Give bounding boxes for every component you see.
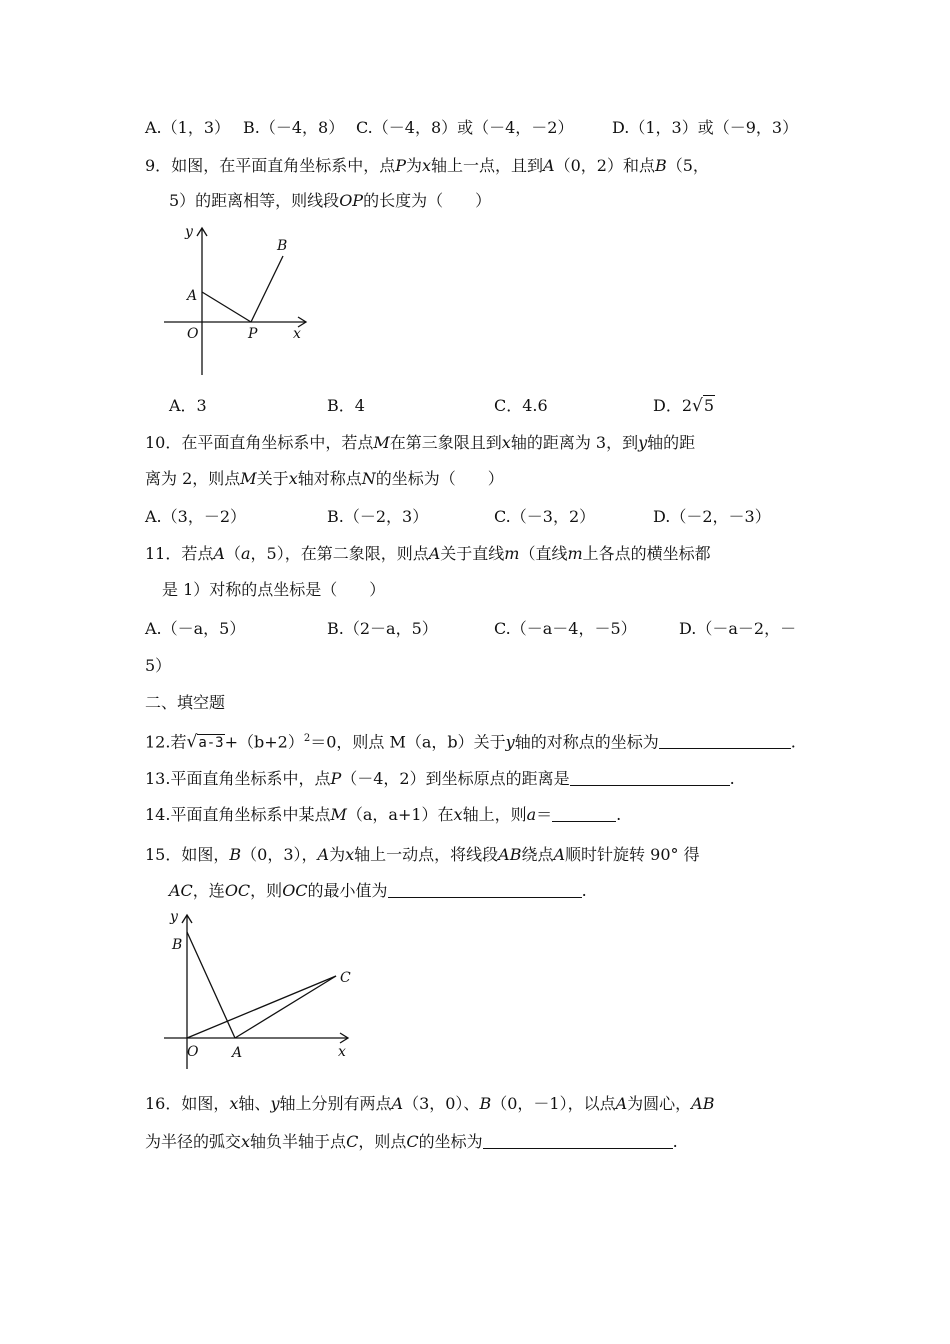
- q16-text: ，则点: [358, 1132, 407, 1151]
- q9-option-a[interactable]: A．3: [169, 396, 207, 415]
- q9-text: （0，2）和点: [554, 156, 655, 175]
- q12-answer-blank[interactable]: [659, 732, 791, 749]
- q9-segment-pb: [251, 256, 283, 322]
- q10-option-b[interactable]: B.（－2，3）: [327, 507, 429, 526]
- q13-text: （－4，2）到坐标原点的距离是: [341, 769, 570, 788]
- q16-line1: [145, 1093, 714, 1115]
- q15-line1: [145, 844, 700, 866]
- var-m: M: [330, 805, 347, 824]
- var-x: x: [345, 845, 355, 864]
- q14-text: ＝: [536, 805, 553, 824]
- var-b: B: [654, 156, 667, 175]
- q9-label-o: O: [187, 326, 199, 342]
- q10-line2: [145, 468, 504, 490]
- q11-text: （: [224, 544, 241, 563]
- q15-text: 绕点: [521, 845, 554, 864]
- q10-number: 10．: [145, 433, 182, 452]
- q16-text: 为圆心，: [627, 1094, 692, 1113]
- q15-answer-blank[interactable]: [388, 881, 582, 898]
- q9-line2: [169, 190, 491, 212]
- q9-label-b: B: [277, 238, 288, 254]
- q11-text: 若点: [181, 544, 214, 563]
- q15-segment-ba: [187, 932, 235, 1038]
- var-x: x: [241, 1132, 251, 1151]
- q9-option-c[interactable]: C．4.6: [494, 396, 548, 415]
- var-y: y: [270, 1094, 280, 1113]
- q9-text: 如图，在平面直角坐标系中，点: [171, 156, 396, 175]
- question-14: [145, 804, 621, 826]
- var-ac: AC: [169, 881, 193, 900]
- q9-text: （5，: [666, 156, 709, 175]
- var-m: M: [240, 469, 257, 488]
- q15-label-a: A: [232, 1045, 243, 1061]
- var-a: A: [391, 1094, 404, 1113]
- q16-number: 16．: [145, 1094, 182, 1113]
- q16-text: 的坐标为: [418, 1132, 483, 1151]
- q9-segment-ap: [202, 292, 251, 322]
- var-a: A: [213, 544, 225, 563]
- q15-label-c: C: [340, 970, 351, 986]
- q11-number: 11．: [145, 544, 182, 563]
- var-oc: OC: [224, 881, 251, 900]
- var-n: N: [361, 469, 376, 488]
- var-c: C: [406, 1132, 419, 1151]
- q10-text: 轴对称点: [297, 469, 362, 488]
- var-b: B: [229, 845, 242, 864]
- var-c: C: [346, 1132, 359, 1151]
- q12-text: 轴的对称点的坐标为: [514, 732, 659, 752]
- q15-text: ，连: [192, 881, 225, 900]
- q11-option-d[interactable]: D.（－a－2，－: [679, 619, 797, 638]
- var-x: x: [421, 156, 432, 175]
- var-x: x: [453, 805, 463, 824]
- var-p: P: [330, 769, 342, 788]
- q15-label-y: y: [170, 909, 178, 925]
- q11-line1: [145, 543, 711, 565]
- q14-text: 平面直角坐标系中某点: [170, 805, 331, 824]
- q11-text: （直线: [519, 544, 568, 563]
- var-a: A: [317, 845, 330, 864]
- q16-text: 轴负半轴于点: [250, 1132, 347, 1151]
- q15-line2: [169, 880, 587, 902]
- q16-text: 轴、: [238, 1094, 271, 1113]
- q14-period: .: [616, 805, 622, 824]
- q11-option-c[interactable]: C.（－a－4，－5）: [494, 619, 637, 638]
- q9-label-y: y: [185, 224, 193, 240]
- q10-text: 在平面直角坐标系中，若点: [181, 433, 374, 452]
- var-x: x: [229, 1094, 239, 1113]
- q12-text: +（b+2）: [224, 732, 304, 752]
- q10-text: 在第三象限且到: [389, 433, 502, 452]
- q16-text: 为半径的弧交: [145, 1132, 242, 1151]
- q15-text: ，则: [250, 881, 283, 900]
- q14-text: （a，a+1）在: [346, 805, 454, 824]
- q9-option-b[interactable]: B．4: [327, 396, 365, 415]
- q14-answer-blank[interactable]: [552, 805, 616, 822]
- q9-text: 的长度为（ ）: [363, 191, 492, 210]
- q11-option-b[interactable]: B.（2－a，5）: [327, 619, 438, 638]
- q8-option-a[interactable]: A.（1，3）: [145, 118, 231, 137]
- section-heading-fill-in: 二、填空题: [145, 693, 226, 712]
- q11-text: 上各点的横坐标都: [582, 544, 711, 563]
- q9-text: 轴上一点，且到: [431, 156, 544, 175]
- var-y: y: [638, 433, 648, 452]
- q9-line1: [145, 155, 709, 177]
- q9-label-a: A: [187, 288, 198, 304]
- var-m-lower: m: [567, 544, 583, 563]
- question-12: [145, 728, 796, 754]
- var-m-lower: m: [504, 544, 520, 563]
- q9-figure: [160, 220, 320, 380]
- var-ab: AB: [691, 1094, 715, 1113]
- q16-text: （3，0）、: [403, 1094, 480, 1113]
- q15-period: .: [581, 881, 587, 900]
- var-p: P: [395, 156, 406, 175]
- q13-text: 平面直角坐标系中，点: [170, 769, 331, 788]
- sqrt-symbol: √5: [692, 396, 715, 416]
- q16-period: .: [672, 1132, 678, 1151]
- q9-text: 5）的距离相等，则线段: [169, 191, 340, 210]
- q12-text: ＝0，则点 M（a，b）关于: [310, 732, 506, 752]
- q15-text: （0，3），: [241, 845, 318, 864]
- q10-option-a[interactable]: A.（3，－2）: [145, 507, 247, 526]
- q9-option-d[interactable]: [653, 395, 715, 417]
- q15-label-b: B: [172, 937, 183, 953]
- q15-label-o: O: [187, 1044, 199, 1060]
- var-a-lower: a: [240, 544, 251, 563]
- q10-text: 轴的距离为 3，到: [510, 433, 639, 452]
- var-op: OP: [339, 191, 364, 210]
- q13-period: .: [729, 769, 735, 788]
- var-x: x: [501, 433, 511, 452]
- q10-text: 轴的距: [647, 433, 696, 452]
- var-x: x: [288, 469, 298, 488]
- q9-number: 9．: [145, 156, 172, 175]
- q16-text: （0，－1），以点: [491, 1094, 616, 1113]
- question-13: [145, 768, 735, 790]
- q10-option-d[interactable]: D.（－2，－3）: [653, 507, 771, 526]
- var-a: A: [615, 1094, 628, 1113]
- var-m: M: [373, 433, 390, 452]
- q16-text: 如图，: [181, 1094, 230, 1113]
- q16-line2: [145, 1131, 678, 1153]
- q15-segment-oc: [187, 976, 336, 1038]
- q15-text: 为: [329, 845, 346, 864]
- q16-text: 轴上分别有两点: [279, 1094, 392, 1113]
- q13-number: 13.: [145, 769, 171, 788]
- q15-text: 顺时针旋转 90° 得: [565, 845, 700, 864]
- q11-text: 是 1）对称的点坐标是（ ）: [162, 580, 386, 599]
- q15-text: 的最小值为: [307, 881, 388, 900]
- q11-line2: [162, 579, 385, 601]
- q11-option-a[interactable]: A.（－a，5）: [145, 619, 246, 638]
- q15-text: 如图，: [181, 845, 230, 864]
- q10-line1: [145, 432, 695, 454]
- q9-label-p: P: [248, 326, 258, 342]
- var-ab: AB: [498, 845, 522, 864]
- var-oc: OC: [282, 881, 308, 900]
- var-a: A: [553, 845, 566, 864]
- q12-text: 若: [170, 732, 187, 752]
- q11-text: ，5），在第二象限，则点: [250, 544, 429, 563]
- q16-answer-blank[interactable]: [483, 1132, 673, 1149]
- q15-figure: [160, 905, 360, 1075]
- q9-label-x: x: [293, 326, 301, 342]
- q14-text: 轴上，则: [462, 805, 527, 824]
- q12-number: 12.: [145, 732, 171, 752]
- q10-text: 关于: [256, 469, 289, 488]
- q12-period: .: [790, 732, 796, 752]
- sqrt-radicand: 5: [703, 396, 715, 415]
- q8-option-d[interactable]: D.（1，3）或（－9，3）: [612, 118, 799, 137]
- q15-text: 轴上一动点，将线段: [354, 845, 499, 864]
- q8-option-b[interactable]: B.（－4，8）: [243, 118, 345, 137]
- q15-label-x: x: [338, 1044, 346, 1060]
- q11-option-d-cont: 5）: [145, 656, 172, 675]
- sqrt-symbol: √a-3: [186, 732, 224, 753]
- q9-option-d-text: D．2: [653, 396, 693, 415]
- q10-text: 的坐标为（ ）: [375, 469, 504, 488]
- var-b: B: [479, 1094, 492, 1113]
- q9-text: 为: [405, 156, 422, 175]
- q15-segment-ac: [235, 976, 336, 1038]
- q12-exponent: 2: [303, 733, 311, 744]
- sqrt-radicand: a-3: [198, 735, 224, 752]
- q14-number: 14.: [145, 805, 171, 824]
- q8-option-c[interactable]: C.（－4，8）或（－4，－2）: [356, 118, 574, 137]
- q13-answer-blank[interactable]: [570, 769, 730, 786]
- var-a: A: [543, 156, 555, 175]
- var-a: A: [428, 544, 441, 563]
- q11-text: 关于直线: [440, 544, 505, 563]
- var-y: y: [505, 732, 515, 752]
- q15-number: 15．: [145, 845, 182, 864]
- q10-text: 离为 2，则点: [145, 469, 241, 488]
- q10-option-c[interactable]: C.（－3，2）: [494, 507, 596, 526]
- var-a-lower: a: [526, 805, 537, 824]
